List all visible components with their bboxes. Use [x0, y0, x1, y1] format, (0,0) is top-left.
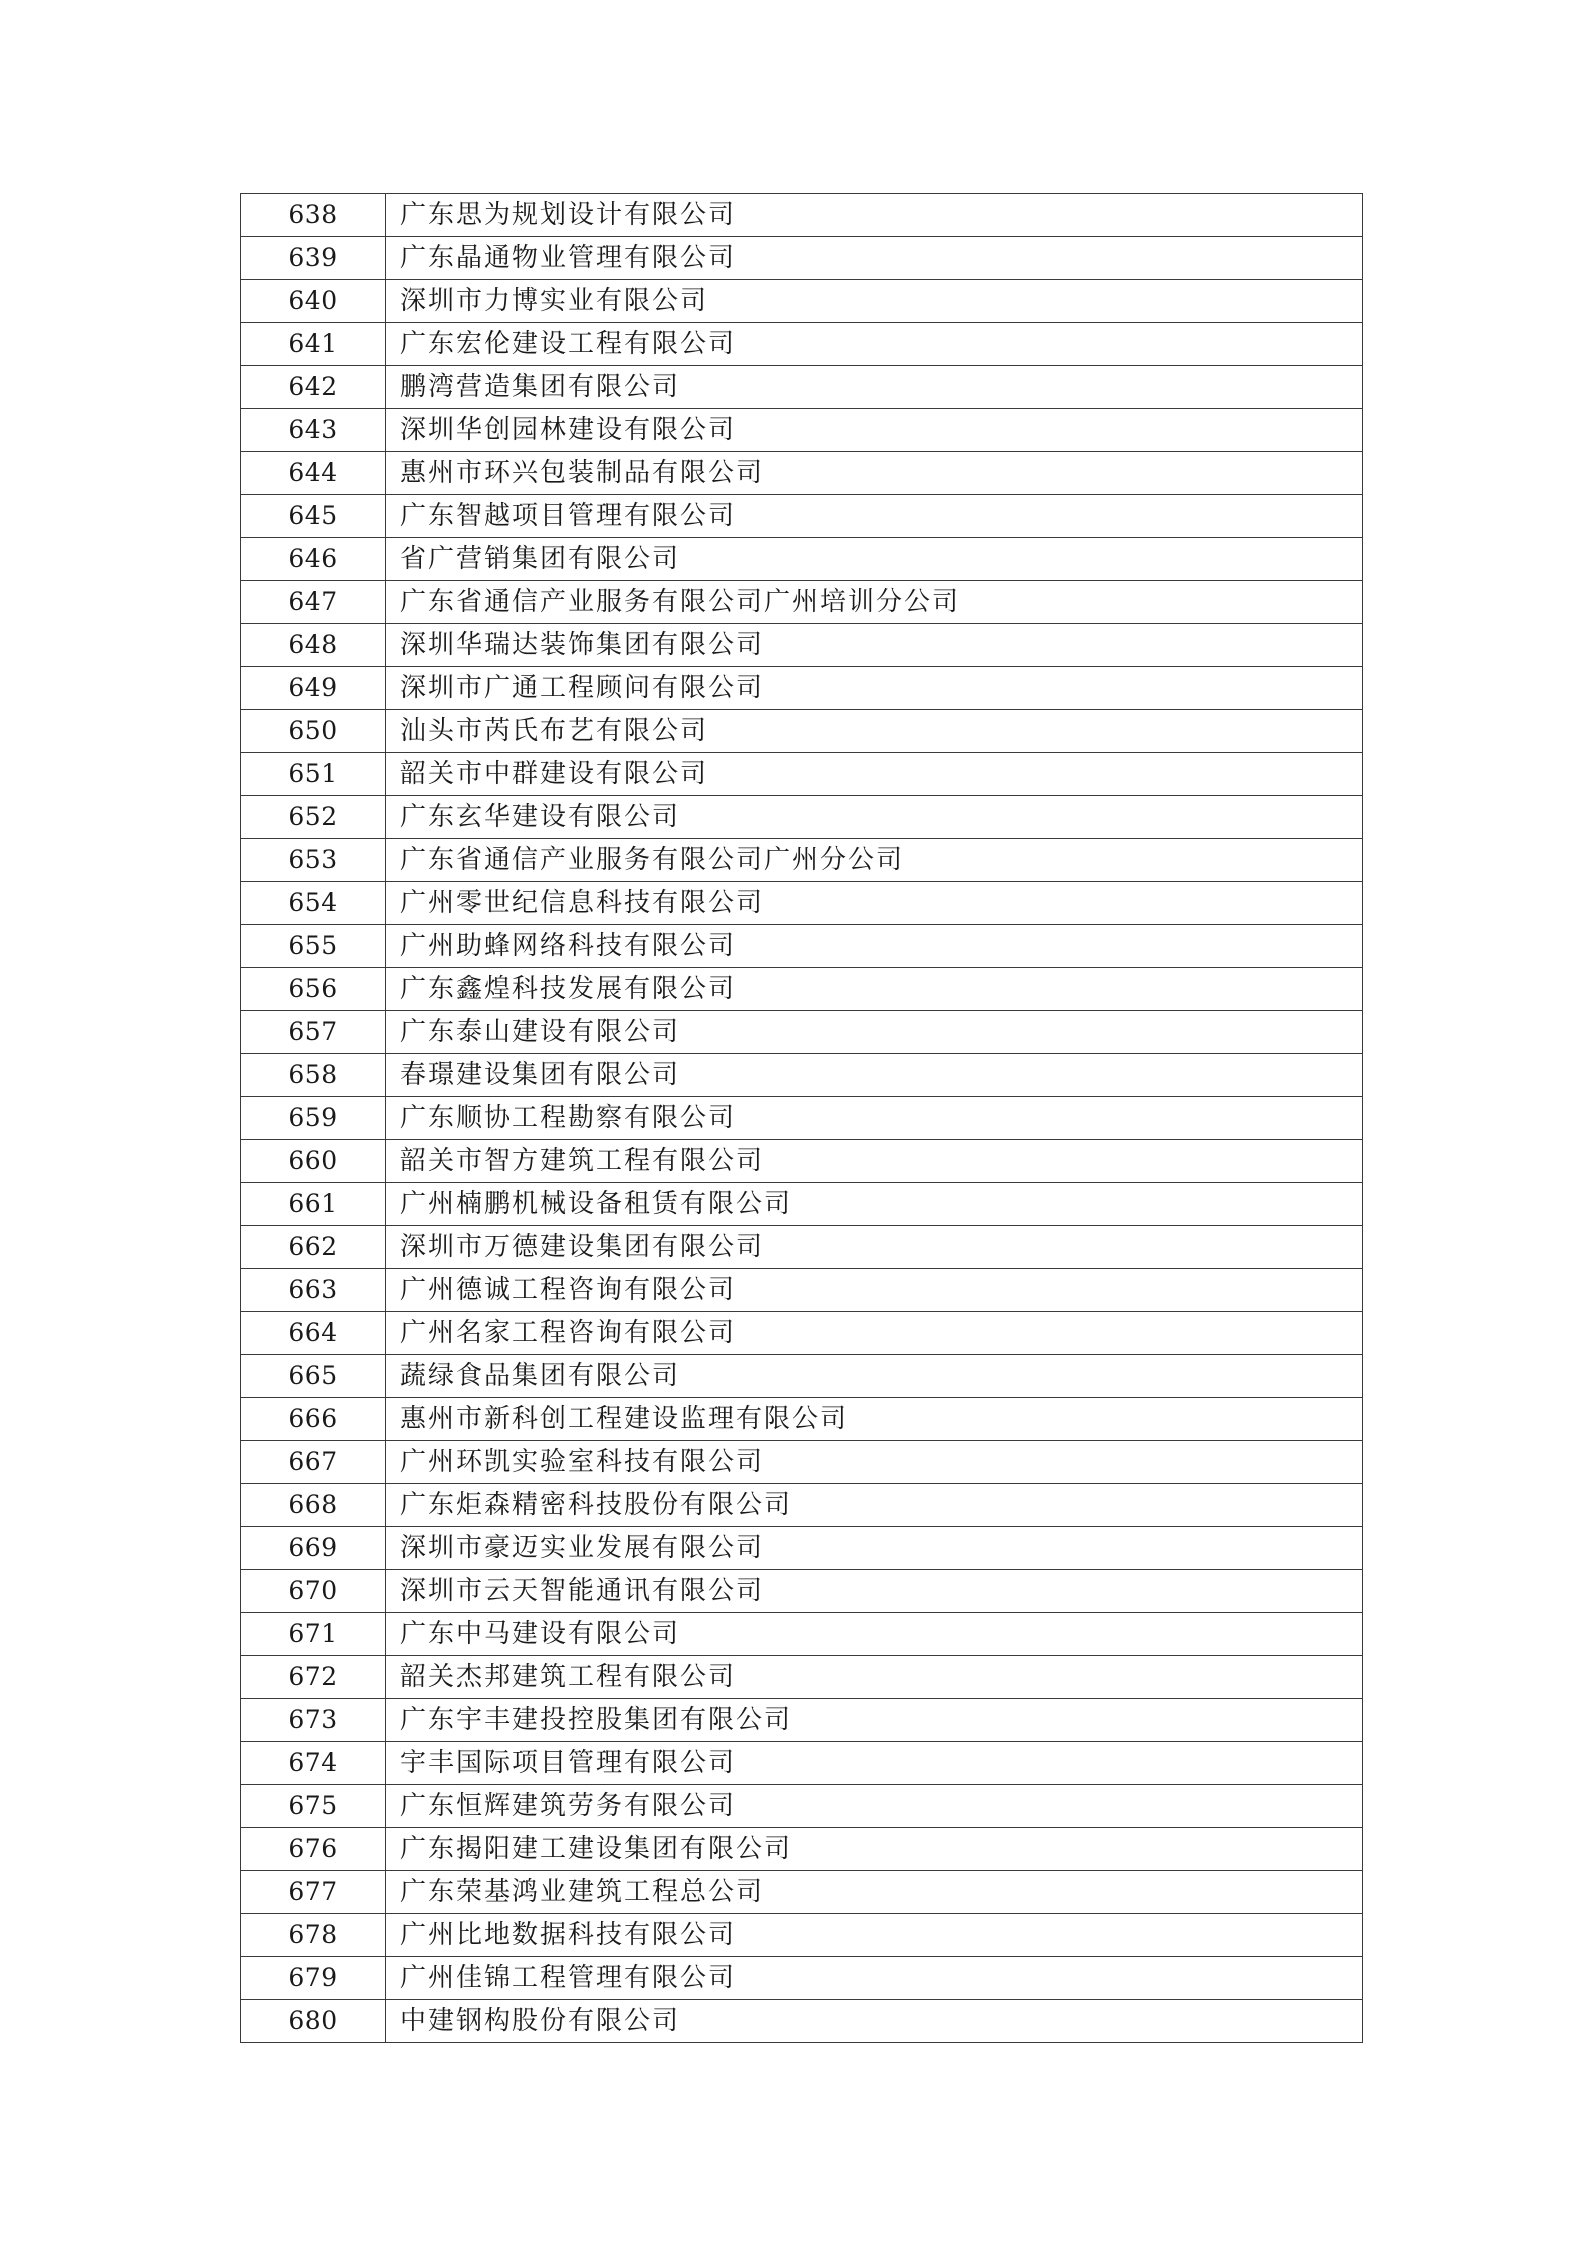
company-list-body — [241, 194, 1363, 2043]
table-row — [241, 1613, 1363, 1656]
table-row — [241, 624, 1363, 667]
table-row — [241, 1441, 1363, 1484]
company-name: 深圳市豪迈实业发展有限公司 — [386, 1527, 1363, 1570]
table-row — [241, 1699, 1363, 1742]
company-name: 韶关杰邦建筑工程有限公司 — [386, 1656, 1363, 1699]
company-name: 广州佳锦工程管理有限公司 — [386, 1957, 1363, 2000]
row-number: 640 — [241, 280, 386, 323]
company-name: 深圳华创园林建设有限公司 — [386, 409, 1363, 452]
table-row — [241, 452, 1363, 495]
table-row — [241, 1355, 1363, 1398]
table-row — [241, 1097, 1363, 1140]
company-name: 广东揭阳建工建设集团有限公司 — [386, 1828, 1363, 1871]
table-row — [241, 237, 1363, 280]
table-row — [241, 796, 1363, 839]
table-row — [241, 1828, 1363, 1871]
company-name: 广东恒辉建筑劳务有限公司 — [386, 1785, 1363, 1828]
company-name: 广东宏伦建设工程有限公司 — [386, 323, 1363, 366]
company-name: 深圳市力博实业有限公司 — [386, 280, 1363, 323]
company-name: 广东鑫煌科技发展有限公司 — [386, 968, 1363, 1011]
table-row — [241, 710, 1363, 753]
company-name: 蔬绿食品集团有限公司 — [386, 1355, 1363, 1398]
table-row — [241, 1398, 1363, 1441]
row-number: 666 — [241, 1398, 386, 1441]
company-name: 广东思为规划设计有限公司 — [386, 194, 1363, 237]
table-row — [241, 538, 1363, 581]
row-number: 649 — [241, 667, 386, 710]
company-name: 广州德诚工程咨询有限公司 — [386, 1269, 1363, 1312]
table-row — [241, 280, 1363, 323]
table-row — [241, 1312, 1363, 1355]
table-row — [241, 1140, 1363, 1183]
row-number: 645 — [241, 495, 386, 538]
table-row — [241, 925, 1363, 968]
table-row — [241, 839, 1363, 882]
table-row — [241, 409, 1363, 452]
table-row — [241, 1484, 1363, 1527]
row-number: 655 — [241, 925, 386, 968]
table-row — [241, 323, 1363, 366]
table-row — [241, 1785, 1363, 1828]
table-row — [241, 1871, 1363, 1914]
table-row — [241, 1226, 1363, 1269]
company-name: 广州比地数据科技有限公司 — [386, 1914, 1363, 1957]
company-name: 深圳市云天智能通讯有限公司 — [386, 1570, 1363, 1613]
table-row — [241, 581, 1363, 624]
row-number: 672 — [241, 1656, 386, 1699]
company-name: 韶关市中群建设有限公司 — [386, 753, 1363, 796]
row-number: 651 — [241, 753, 386, 796]
row-number: 674 — [241, 1742, 386, 1785]
table-row — [241, 495, 1363, 538]
row-number: 673 — [241, 1699, 386, 1742]
row-number: 656 — [241, 968, 386, 1011]
company-list-table — [240, 193, 1363, 2043]
company-name: 宇丰国际项目管理有限公司 — [386, 1742, 1363, 1785]
table-row — [241, 1054, 1363, 1097]
row-number: 642 — [241, 366, 386, 409]
row-number: 675 — [241, 1785, 386, 1828]
table-row — [241, 1914, 1363, 1957]
company-name: 广州楠鹏机械设备租赁有限公司 — [386, 1183, 1363, 1226]
row-number: 677 — [241, 1871, 386, 1914]
company-name: 广东顺协工程勘察有限公司 — [386, 1097, 1363, 1140]
row-number: 657 — [241, 1011, 386, 1054]
row-number: 660 — [241, 1140, 386, 1183]
company-name: 省广营销集团有限公司 — [386, 538, 1363, 581]
company-name: 广东省通信产业服务有限公司广州分公司 — [386, 839, 1363, 882]
company-name: 惠州市新科创工程建设监理有限公司 — [386, 1398, 1363, 1441]
row-number: 669 — [241, 1527, 386, 1570]
row-number: 671 — [241, 1613, 386, 1656]
row-number: 662 — [241, 1226, 386, 1269]
table-row — [241, 968, 1363, 1011]
table-row — [241, 1183, 1363, 1226]
company-name: 广东炬森精密科技股份有限公司 — [386, 1484, 1363, 1527]
row-number: 646 — [241, 538, 386, 581]
row-number: 639 — [241, 237, 386, 280]
row-number: 658 — [241, 1054, 386, 1097]
row-number: 653 — [241, 839, 386, 882]
row-number: 680 — [241, 2000, 386, 2043]
row-number: 648 — [241, 624, 386, 667]
table-row — [241, 2000, 1363, 2043]
company-name: 广东中马建设有限公司 — [386, 1613, 1363, 1656]
company-name: 广州零世纪信息科技有限公司 — [386, 882, 1363, 925]
table-row — [241, 1527, 1363, 1570]
company-name: 鹏湾营造集团有限公司 — [386, 366, 1363, 409]
company-name: 深圳市万德建设集团有限公司 — [386, 1226, 1363, 1269]
company-name: 广东荣基鸿业建筑工程总公司 — [386, 1871, 1363, 1914]
company-name: 广东泰山建设有限公司 — [386, 1011, 1363, 1054]
row-number: 654 — [241, 882, 386, 925]
company-name: 广东智越项目管理有限公司 — [386, 495, 1363, 538]
row-number: 676 — [241, 1828, 386, 1871]
row-number: 664 — [241, 1312, 386, 1355]
row-number: 665 — [241, 1355, 386, 1398]
company-name: 韶关市智方建筑工程有限公司 — [386, 1140, 1363, 1183]
row-number: 667 — [241, 1441, 386, 1484]
company-name: 惠州市环兴包装制品有限公司 — [386, 452, 1363, 495]
row-number: 670 — [241, 1570, 386, 1613]
company-name: 广州环凯实验室科技有限公司 — [386, 1441, 1363, 1484]
company-name: 广东玄华建设有限公司 — [386, 796, 1363, 839]
table-row — [241, 753, 1363, 796]
company-name: 中建钢构股份有限公司 — [386, 2000, 1363, 2043]
company-name: 广州名家工程咨询有限公司 — [386, 1312, 1363, 1355]
company-name: 深圳华瑞达装饰集团有限公司 — [386, 624, 1363, 667]
company-name: 广东省通信产业服务有限公司广州培训分公司 — [386, 581, 1363, 624]
company-name: 深圳市广通工程顾问有限公司 — [386, 667, 1363, 710]
row-number: 661 — [241, 1183, 386, 1226]
company-name: 广东宇丰建投控股集团有限公司 — [386, 1699, 1363, 1742]
company-name: 春璟建设集团有限公司 — [386, 1054, 1363, 1097]
company-name: 广州助蜂网络科技有限公司 — [386, 925, 1363, 968]
row-number: 659 — [241, 1097, 386, 1140]
row-number: 663 — [241, 1269, 386, 1312]
table-row — [241, 1269, 1363, 1312]
table-row — [241, 882, 1363, 925]
row-number: 643 — [241, 409, 386, 452]
table-row — [241, 366, 1363, 409]
table-row — [241, 667, 1363, 710]
company-name: 汕头市芮氏布艺有限公司 — [386, 710, 1363, 753]
table-row — [241, 194, 1363, 237]
row-number: 652 — [241, 796, 386, 839]
table-row — [241, 1656, 1363, 1699]
row-number: 679 — [241, 1957, 386, 2000]
company-name: 广东晶通物业管理有限公司 — [386, 237, 1363, 280]
row-number: 678 — [241, 1914, 386, 1957]
row-number: 650 — [241, 710, 386, 753]
row-number: 644 — [241, 452, 386, 495]
row-number: 638 — [241, 194, 386, 237]
row-number: 647 — [241, 581, 386, 624]
row-number: 668 — [241, 1484, 386, 1527]
table-row — [241, 1570, 1363, 1613]
table-row — [241, 1742, 1363, 1785]
row-number: 641 — [241, 323, 386, 366]
table-row — [241, 1011, 1363, 1054]
table-row — [241, 1957, 1363, 2000]
